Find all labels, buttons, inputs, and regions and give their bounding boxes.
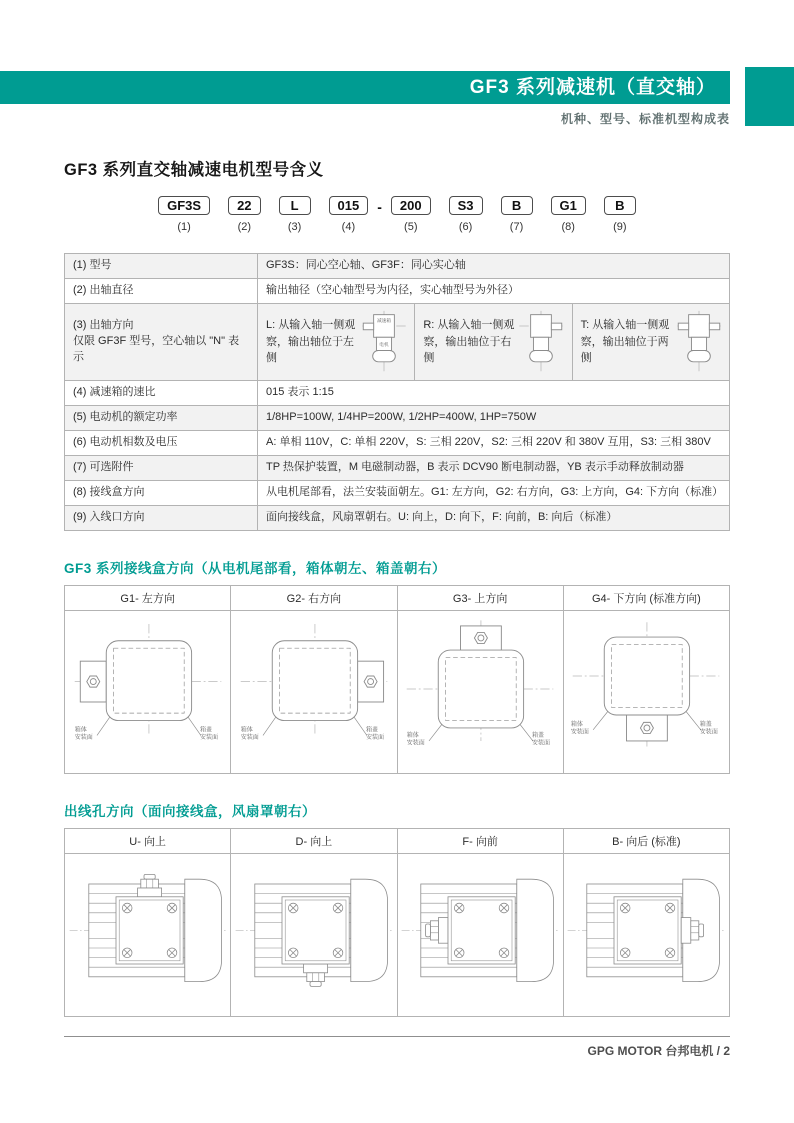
table-row xyxy=(65,405,730,430)
outlet-section-title: 出线孔方向（面向接线盒，风扇罩朝右） xyxy=(64,803,316,819)
motor-rear-view-diagram-g2 xyxy=(237,616,391,762)
table-row xyxy=(65,278,730,303)
banner-title: GF3 系列减速机（直交轴） xyxy=(469,77,716,98)
motor-rear-diagram-both-shafts xyxy=(675,309,723,375)
spec-row-value: 1/8HP=100W, 1/4HP=200W, 1/2HP=400W, 1HP=750W xyxy=(258,405,730,430)
mount-face-label: 安装面 xyxy=(199,735,218,742)
diagram-cell-u xyxy=(65,853,231,1016)
spec-row-value: 输出轴径（空心轴型号为内径，实心轴型号为外径） xyxy=(258,278,730,303)
column-header-b: B- 向后 (标准) xyxy=(563,828,729,853)
cable-gland-icon xyxy=(303,964,327,973)
spec-row-value: A: 单相 110V，C: 单相 220V，S: 三相 220V，S2: 三相 220V 和 380V 互用，S3: 三相 380V xyxy=(258,430,730,455)
model-code-box: B xyxy=(604,196,636,215)
shaft-direction-option-t xyxy=(573,304,729,380)
table-row xyxy=(65,610,730,773)
mount-face-label: 安装面 xyxy=(406,740,425,747)
mount-face-label: 安装面 xyxy=(74,735,93,742)
table-row xyxy=(65,505,730,530)
page-content xyxy=(64,156,730,1017)
spec-row-label: (2) 出轴直径 xyxy=(65,278,258,303)
mount-face-label: 安装面 xyxy=(532,740,551,747)
model-code-segment xyxy=(449,196,483,233)
page-subtitle: 机种、型号、标准机型构成表 xyxy=(560,112,730,126)
table-row xyxy=(65,455,730,480)
motor-side-view-diagram-d xyxy=(234,857,394,1007)
model-code-segment xyxy=(279,196,311,233)
mount-face-label: 安装面 xyxy=(571,729,590,736)
spec-table xyxy=(64,253,730,531)
model-code-separator: - xyxy=(377,199,382,215)
table-header-row xyxy=(65,585,730,610)
table-row xyxy=(65,480,730,505)
page-footer xyxy=(64,1036,730,1059)
spec-row-label-line2: 仅限 GF3F 型号，空心轴以 "N" 表示 xyxy=(73,334,240,363)
spec-row-value: 从电机尾部看，法兰安装面朝左。G1: 左方向，G2: 右方向，G3: 上方向，G4: 下方向（标准） xyxy=(258,480,730,505)
shaft-direction-options xyxy=(258,304,729,380)
model-code-box: 200 xyxy=(391,196,431,215)
fan-cover xyxy=(184,879,221,981)
model-code-segment xyxy=(501,196,533,233)
spec-row-label: (5) 电动机的额定功率 xyxy=(65,405,258,430)
model-code-segment xyxy=(158,196,210,233)
mount-face-label: 箱体 xyxy=(240,727,253,734)
model-code-number: (3) xyxy=(287,221,302,233)
model-code-box: B xyxy=(501,196,533,215)
table-header-row xyxy=(65,828,730,853)
fan-cover xyxy=(517,879,554,981)
spec-row-label: (4) 减速箱的速比 xyxy=(65,380,258,405)
diagram-cell-f xyxy=(397,853,563,1016)
terminal-box-direction-table xyxy=(64,585,730,774)
model-code-number: (2) xyxy=(237,221,252,233)
page-edge-tab xyxy=(745,67,794,126)
spec-row-label: (9) 入线口方向 xyxy=(65,505,258,530)
mount-face-label: 箱盖 xyxy=(199,727,212,734)
terminal-box-bottom xyxy=(627,715,668,741)
model-code-box: G1 xyxy=(551,196,586,215)
column-header-g1: G1- 左方向 xyxy=(65,585,231,610)
shaft-direction-text: L: 从输入轴一侧观察，输出轴位于左侧 xyxy=(266,319,356,365)
motor-body xyxy=(438,650,523,728)
spec-row-value: TP 热保护装置，M 电磁制动器，B 表示 DCV90 断电制动器，YB 表示手动释放制动器 xyxy=(258,455,730,480)
mount-face-label: 箱盖 xyxy=(365,727,378,734)
model-code-segment xyxy=(329,196,369,233)
shaft-direction-option-r xyxy=(415,304,572,380)
spec-row-label: (8) 接线盒方向 xyxy=(65,480,258,505)
diagram-cell-g4 xyxy=(563,610,729,773)
gearbox-label: 减速箱 xyxy=(376,318,392,324)
motor-side-view-diagram-b xyxy=(566,857,726,1007)
terminal-box-right xyxy=(357,661,383,702)
motor-side-view-diagram-u xyxy=(68,857,228,1007)
spec-row-value: 015 表示 1:15 xyxy=(258,380,730,405)
model-code-box: 22 xyxy=(228,196,260,215)
mount-face-label: 箱体 xyxy=(406,733,419,740)
table-row xyxy=(65,380,730,405)
terminal-box-section-title: GF3 系列接线盒方向（从电机尾部看，箱体朝左、箱盖朝右） xyxy=(64,560,447,576)
diagram-cell-g3 xyxy=(397,610,563,773)
footer-text: GPG MOTOR 台邦电机 / 2 xyxy=(587,1044,730,1058)
model-code-segment xyxy=(228,196,260,233)
cable-gland-icon xyxy=(682,918,692,944)
model-code-segment xyxy=(604,196,636,233)
model-code-number: (5) xyxy=(404,221,418,233)
mount-face-label: 箱体 xyxy=(571,722,584,729)
model-code-segment xyxy=(551,196,586,233)
column-header-g3: G3- 上方向 xyxy=(397,585,563,610)
spec-row-label xyxy=(65,303,258,380)
cable-gland-icon xyxy=(144,874,155,879)
mount-face-label: 箱盖 xyxy=(532,733,545,740)
model-code-box: GF3S xyxy=(158,196,210,215)
spec-row-value: 面向接线盒，风扇罩朝右。U: 向上，D: 向下，F: 向前，B: 向后（标准） xyxy=(258,505,730,530)
terminal-box-left xyxy=(80,661,106,702)
mount-face-label: 箱体 xyxy=(74,727,87,734)
model-code-number: (8) xyxy=(561,221,575,233)
table-row xyxy=(65,430,730,455)
shaft-direction-option-l xyxy=(258,304,415,380)
diagram-cell-g1 xyxy=(65,610,231,773)
motor-side-view-diagram-f xyxy=(400,857,560,1007)
diagram-cell-g2 xyxy=(231,610,397,773)
spec-row-value: GF3S：同心空心轴、GF3F：同心实心轴 xyxy=(258,254,730,279)
model-code-number: (6) xyxy=(458,221,473,233)
motor-body xyxy=(605,637,690,715)
model-code-box: L xyxy=(279,196,311,215)
model-code-row xyxy=(64,196,730,233)
spec-row-label: (6) 电动机相数及电压 xyxy=(65,430,258,455)
column-header-g4: G4- 下方向 (标准方向) xyxy=(563,585,729,610)
motor-rear-diagram-right-shaft xyxy=(517,309,565,375)
model-code-number: (1) xyxy=(177,221,191,233)
mount-face-label: 安装面 xyxy=(365,735,384,742)
motor-label: 电机 xyxy=(379,341,389,347)
outlet-direction-table xyxy=(64,828,730,1017)
mount-face-label: 安装面 xyxy=(700,729,719,736)
motor-rear-diagram-left-shaft xyxy=(360,309,408,375)
mount-face-label: 安装面 xyxy=(240,735,259,742)
table-row xyxy=(65,254,730,279)
shaft-direction-text: R: 从输入轴一侧观察，输出轴位于右侧 xyxy=(423,319,515,365)
column-header-d: D- 向上 xyxy=(231,828,397,853)
cable-gland-icon xyxy=(439,918,449,944)
table-row xyxy=(65,303,730,380)
diagram-cell-b xyxy=(563,853,729,1016)
fan-cover xyxy=(351,879,388,981)
spec-row-label-line1: (3) 出轴方向 xyxy=(73,318,134,331)
terminal-box-top xyxy=(461,626,502,652)
motor-rear-view-diagram-g4 xyxy=(569,616,723,762)
spec-row-value xyxy=(258,303,730,380)
spec-row-label: (1) 型号 xyxy=(65,254,258,279)
motor-body xyxy=(272,641,357,721)
doc-title: GF3 系列直交轴减速电机型号含义 xyxy=(64,161,324,179)
model-code-number: (4) xyxy=(341,221,356,233)
column-header-u: U- 向上 xyxy=(65,828,231,853)
shaft-direction-text: T: 从输入轴一侧观察，输出轴位于两侧 xyxy=(580,319,670,365)
mount-face-label: 箱盖 xyxy=(700,722,713,729)
model-code-number: (9) xyxy=(613,221,627,233)
column-header-f: F- 向前 xyxy=(397,828,563,853)
motor-rear-view-diagram-g1 xyxy=(71,616,225,762)
table-row xyxy=(65,853,730,1016)
motor-rear-view-diagram-g3 xyxy=(403,616,557,762)
motor-body xyxy=(106,641,191,721)
model-code-segment xyxy=(391,196,431,233)
diagram-cell-d xyxy=(231,853,397,1016)
spec-row-label: (7) 可选附件 xyxy=(65,455,258,480)
model-code-box: S3 xyxy=(449,196,483,215)
model-code-box: 015 xyxy=(329,196,369,215)
page-banner xyxy=(0,71,730,104)
model-code-number: (7) xyxy=(509,221,524,233)
column-header-g2: G2- 右方向 xyxy=(231,585,397,610)
